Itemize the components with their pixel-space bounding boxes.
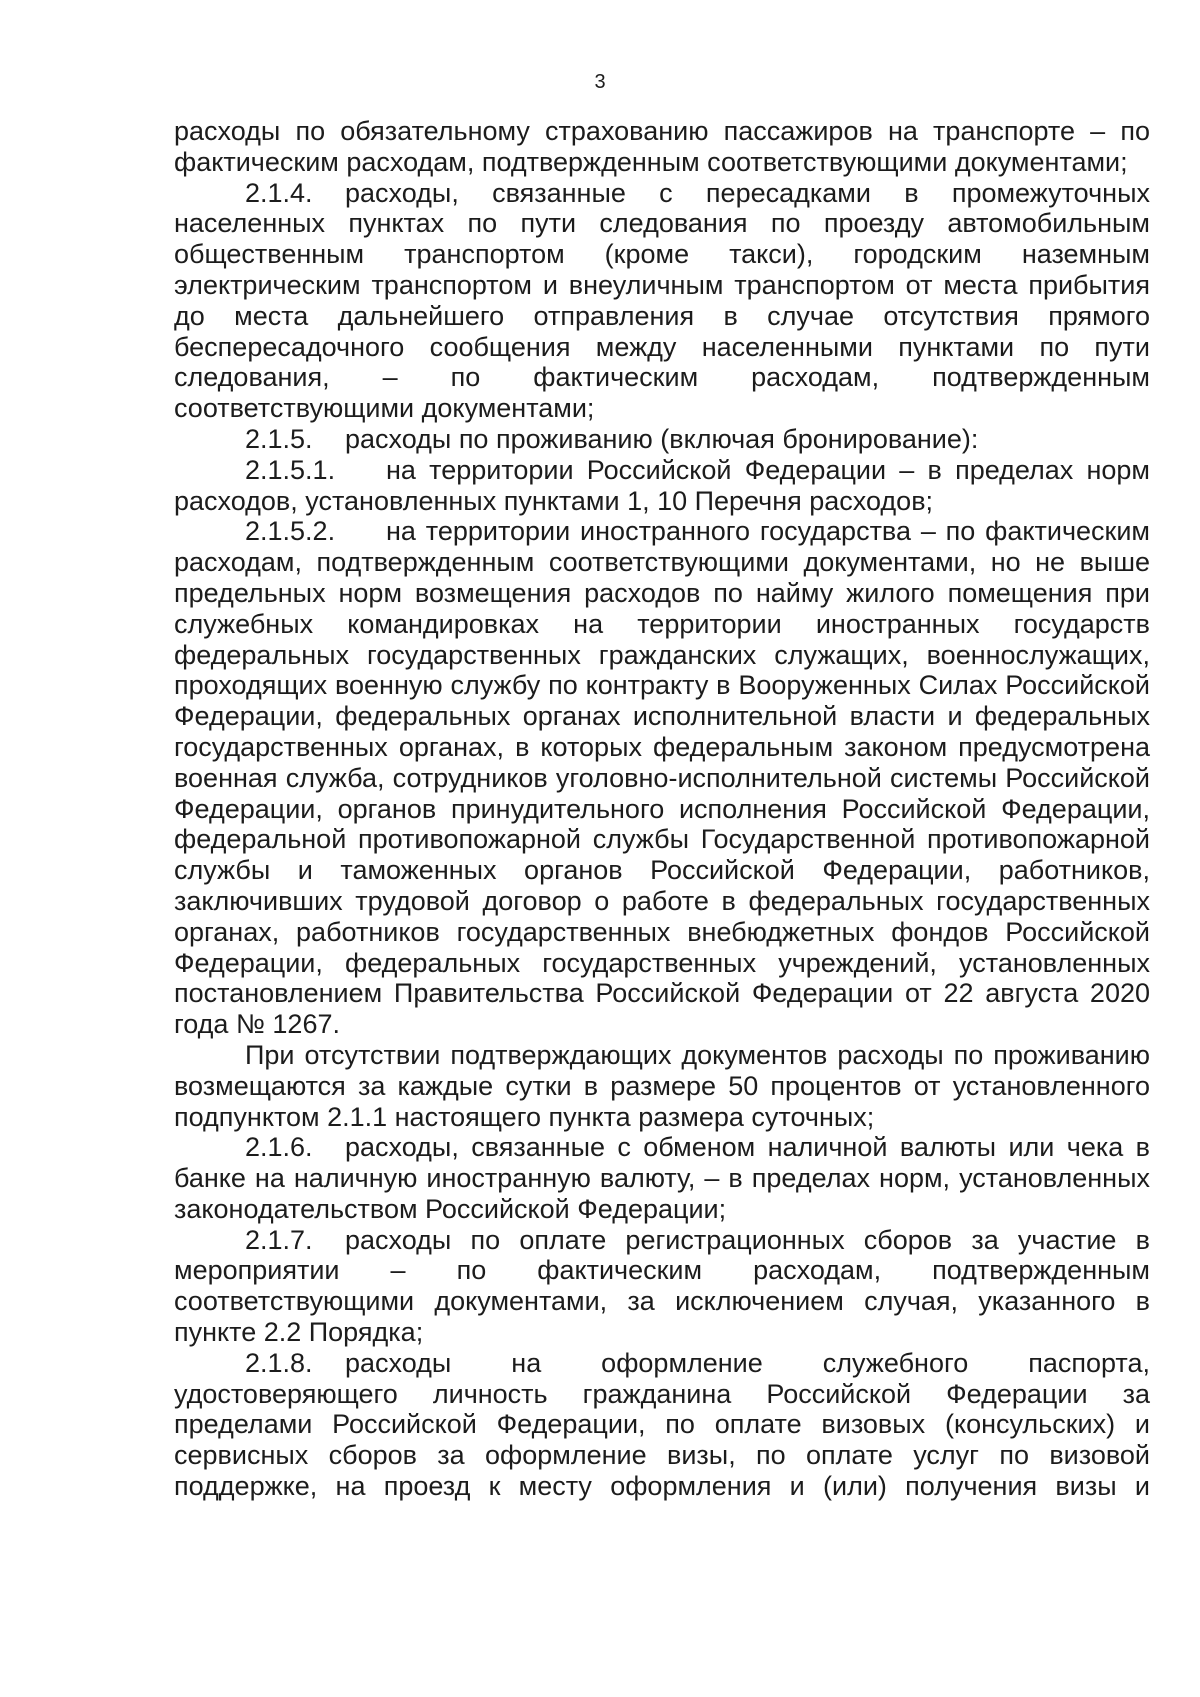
page-number: 3 xyxy=(594,71,606,93)
paragraph-text: расходы, связанные с обменом наличной валюты или чека в банке на наличную иностранную валюту, – в пределах норм, установленных законодательством Российской Федерации; xyxy=(174,1132,1150,1224)
paragraph-2-1-6 xyxy=(174,1132,1150,1224)
paragraph-no-documents xyxy=(174,1040,1150,1132)
paragraph-text: При отсутствии подтверждающих документов расходы по проживанию возмещаются за каждые сутки в размере 50 процентов от установленного подпунктом 2.1.1 настоящего пункта размера суточных; xyxy=(174,1039,1150,1132)
paragraph-text: расходы на оформление служебного паспорта, удостоверяющего личность гражданина Российской Федерации за пределами Российской Федерации, по оплате визовых (консульских) и сервисных сборов за оформление визы, по оплате услуг по визовой поддержке, на проезд к месту оформления и (или) получения визы и xyxy=(174,1347,1150,1502)
paragraph-text: на территории Российской Федерации – в пределах норм расходов, установленных пунктами 1, 10 Перечня расходов; xyxy=(174,454,1150,516)
paragraph-number: 2.1.4. xyxy=(245,177,313,208)
paragraph-insurance-expenses xyxy=(174,116,1150,178)
paragraph-2-1-4 xyxy=(174,178,1150,424)
paragraph-2-1-5 xyxy=(174,424,1150,455)
paragraph-text: расходы, связанные с пересадками в промежуточных населенных пунктах по пути следования по проезду автомобильным общественным транспортом (кроме такси), городским наземным электрическим транспортом и внеуличным транспортом от места прибытия до места дальнейшего отправления в случае отсутствия прямого беспересадочного сообщения между населенными пунктами по пути следования, – по фактическим расходам, подтвержденным соответствующими документами; xyxy=(174,177,1150,424)
paragraph-2-1-5-2 xyxy=(174,516,1150,1040)
paragraph-number: 2.1.5. xyxy=(245,423,313,454)
paragraph-number: 2.1.5.2. xyxy=(245,516,336,547)
paragraph-2-1-7 xyxy=(174,1225,1150,1348)
paragraph-text: расходы по проживанию (включая бронирование): xyxy=(345,423,979,454)
paragraph-text: расходы по обязательному страхованию пассажиров на транспорте – по фактическим расходам, подтвержденным соответствующими документами; xyxy=(174,116,1150,177)
paragraph-text: на территории иностранного государства – по фактическим расходам, подтвержденным соответствующими документами, но не выше предельных норм возмещения расходов по найму жилого помещения при служебных командировках на территории иностранных государств федеральных государственных гражданских служащих, военнослужащих, проходящих военную службу по контракту в Вооруженных Силах Российской Федерации, федеральных органах исполнительной власти и федеральных государственных органах, в которых федеральным законом предусмотрена военная служба, сотрудников уголовно-исполнительной системы Российской Федерации, органов принудительного исполнения Российской Федерации, федеральной противопожарной службы Государственной противопожарной службы и таможенных органов Российской Федерации, работников, заключивших трудовой договор о работе в федеральных государственных органах, работников государственных внебюджетных фондов Российской Федерации, федеральных государственных учреждений, установленных постановлением Правительства Российской Федерации от 22 августа 2020 года № 1267. xyxy=(174,516,1150,1040)
paragraph-number: 2.1.5.1. xyxy=(245,454,336,485)
paragraph-2-1-5-1 xyxy=(174,455,1150,517)
document-body xyxy=(174,116,1150,1502)
paragraph-number: 2.1.7. xyxy=(245,1224,313,1255)
paragraph-number: 2.1.8. xyxy=(245,1347,313,1378)
paragraph-number: 2.1.6. xyxy=(245,1132,313,1163)
paragraph-2-1-8 xyxy=(174,1348,1150,1502)
paragraph-text: расходы по оплате регистрационных сборов за участие в мероприятии – по фактическим расходам, подтвержденным соответствующими документами, за исключением случая, указанного в пункте 2.2 Порядка; xyxy=(174,1224,1150,1348)
